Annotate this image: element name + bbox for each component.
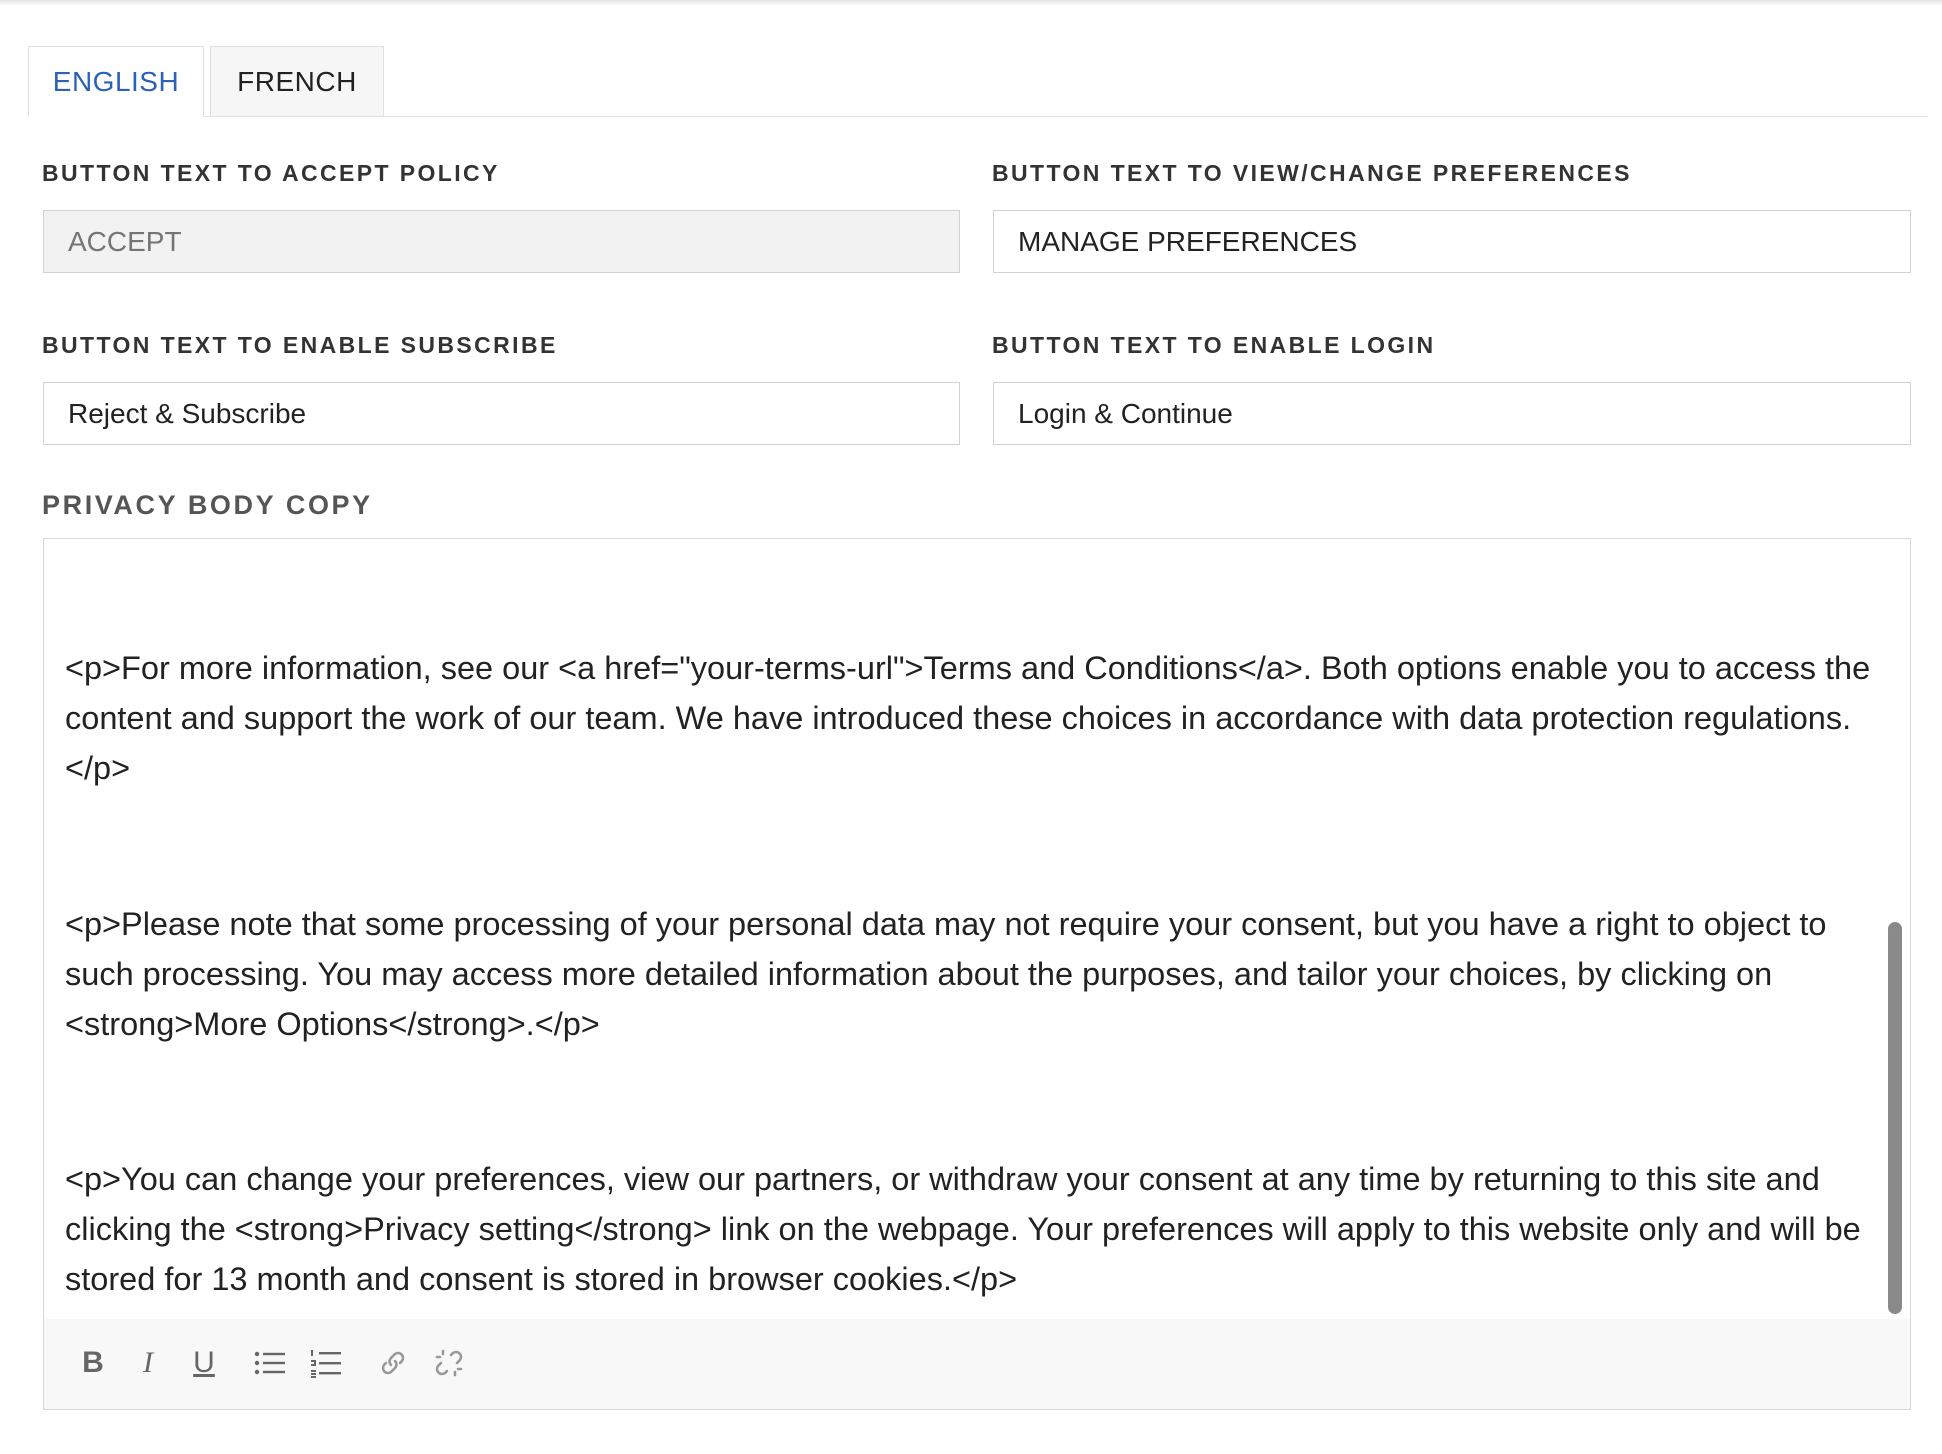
tab-french[interactable]: FRENCH (210, 46, 384, 116)
tab-english[interactable]: ENGLISH (28, 46, 204, 117)
privacy-body-label: PRIVACY BODY COPY (42, 490, 373, 520)
editor-toolbar (44, 1319, 1910, 1409)
accept-policy-label: BUTTON TEXT TO ACCEPT POLICY (42, 160, 500, 186)
login-label: BUTTON TEXT TO ENABLE LOGIN (992, 332, 1436, 358)
login-input[interactable] (993, 382, 1911, 445)
underline-icon[interactable]: U (193, 1346, 215, 1379)
preferences-label: BUTTON TEXT TO VIEW/CHANGE PREFERENCES (992, 160, 1632, 186)
numbered-list-icon[interactable] (304, 1341, 348, 1385)
bold-icon[interactable]: B (82, 1346, 104, 1379)
subscribe-label: BUTTON TEXT TO ENABLE SUBSCRIBE (42, 332, 558, 358)
unlink-icon[interactable] (427, 1341, 471, 1385)
preferences-input[interactable] (993, 210, 1911, 273)
privacy-body-editor (43, 538, 1911, 1410)
subscribe-input[interactable] (43, 382, 960, 445)
bulleted-list-icon[interactable] (248, 1341, 292, 1385)
top-shadow (0, 0, 1942, 6)
paragraph-processing: <p>Please note that some processing of your personal data may not require your consent, but you have a right to object to such processing. You may access more detailed information about the purposes, and tailor your choices, by clicking on <strong>More Options</strong>.</p> (65, 906, 1827, 1042)
italic-icon[interactable]: I (143, 1346, 153, 1379)
paragraph-preferences: <p>You can change your preferences, view our partners, or withdraw your consent at any time by returning to this site and clicking the <strong>Privacy setting</strong> link on the webpage. Your preferences will apply to this website only and will be stored for 13 month and consent is stored in browser cookies.</p> (65, 1161, 1861, 1297)
link-icon[interactable] (371, 1341, 415, 1385)
editor-scrollbar[interactable] (1888, 922, 1902, 1314)
paragraph-terms: <p>For more information, see our <a href="your-terms-url">Terms and Conditions</a>. Both options enable you to access the content and support the work of our team. We have introduced these choices in accordance with data protection regulations.</p> (65, 650, 1871, 786)
accept-policy-input[interactable] (43, 210, 960, 273)
language-tabs (28, 46, 1928, 117)
editor-content[interactable] (44, 539, 1910, 1319)
